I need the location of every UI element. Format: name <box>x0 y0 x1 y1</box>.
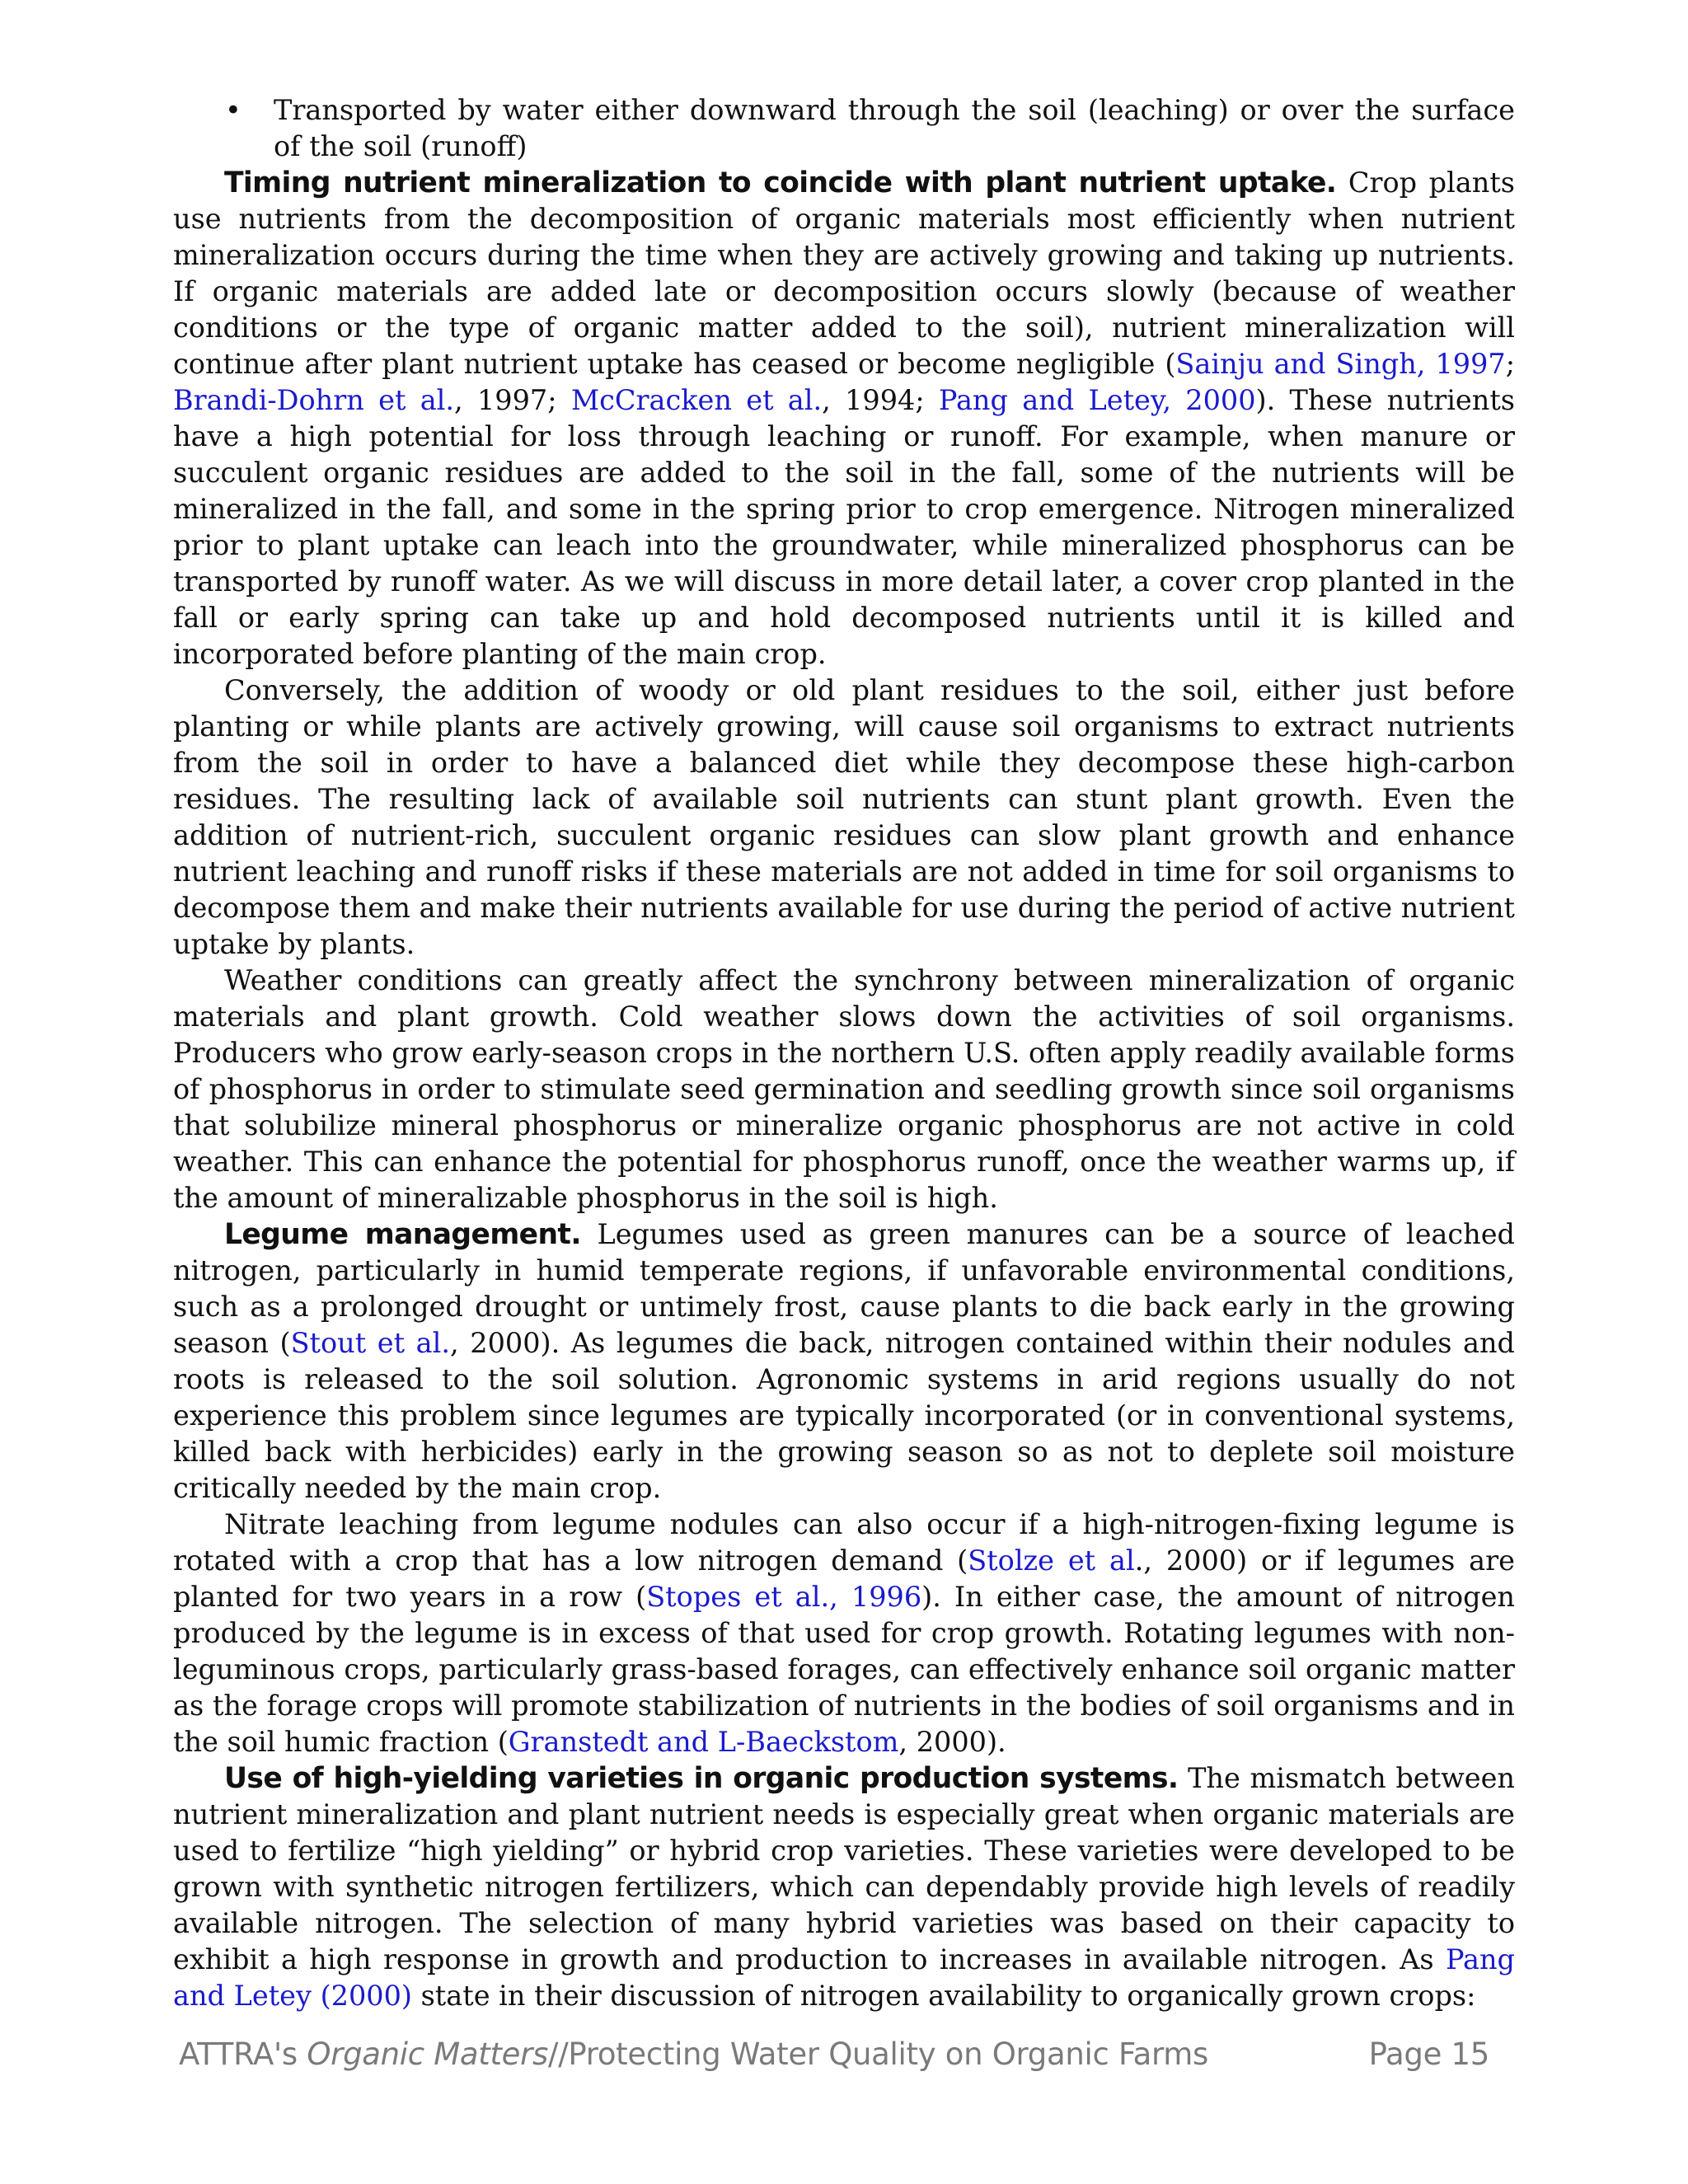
paragraph-text: ; <box>1505 348 1515 380</box>
citation-link[interactable]: Stout et al. <box>290 1327 451 1359</box>
paragraph-text: ). These nutrients have a high potential for loss through leaching or runoff. For example, when manure or succulent organic residues are added to the soil in the fall, some of the nutrients will be mineralized in the fall, and some in the spring prior to crop emergence. Nitrogen mineralized prior to plant uptake can leach into the groundwater, while mineralized phosphorus can be transported by runoff water. As we will discuss in more detail later, a cover crop planted in the fall or early spring can take up and hold decomposed nutrients until it is killed and incorporated before planting of the main crop. <box>173 384 1515 670</box>
footer-suffix: //Protecting Water Quality on Organic Farms <box>548 2036 1208 2072</box>
citation-link[interactable]: Pang and Letey, 2000 <box>938 384 1256 416</box>
paragraph-text: , 2000). <box>898 1726 1006 1758</box>
footer-prefix: ATTRA's <box>179 2036 307 2072</box>
citation-link[interactable]: Stopes et al., 1996 <box>646 1581 922 1613</box>
citation-link[interactable]: Stolze et al <box>968 1544 1135 1577</box>
section-heading-legume: Legume management. <box>224 1218 581 1251</box>
paragraph-nitrate <box>173 1507 1515 1760</box>
paragraph-text: Nitrate leaching from legume nodules can also occur if a high-nitrogen-fixing legume is rotated with a crop that has a low nitrogen demand ( <box>173 1508 1515 1577</box>
paragraph-text: , 2000). As legumes die back, nitrogen contained within their nodules and roots is released to the soil solution. Agronomic systems in arid regions usually do not experience this problem since legumes are typically incorporated (or in conventional systems, killed back with herbicides) early in the growing season so as not to deplete soil moisture critically needed by the main crop. <box>173 1327 1515 1504</box>
section-heading-timing: Timing nutrient mineralization to coincide with plant nutrient uptake. <box>224 166 1337 199</box>
paragraph-legume <box>173 1216 1515 1507</box>
footer-publication-title <box>179 2036 1208 2072</box>
paragraph-text: , 1994; <box>822 384 939 416</box>
paragraph-text: , 1997; <box>454 384 571 416</box>
paragraph-high-yield <box>173 1760 1515 2014</box>
paragraph-timing <box>173 165 1515 673</box>
paragraph-text: ., 2000) or if legumes are planted for two years in a row ( <box>173 1544 1515 1613</box>
section-heading-high-yield: Use of high-yielding varieties in organic production systems. <box>224 1762 1179 1795</box>
paragraph-text: Legumes used as green manures can be a source of leached nitrogen, particularly in humid temperate regions, if unfavorable environmental conditions, such as a prolonged drought or untimely frost, cause plants to die back early in the growing season ( <box>173 1218 1516 1359</box>
bullet-text: Transported by water either downward through the soil (leaching) or over the surface of the soil (runoff) <box>274 94 1515 162</box>
bullet-symbol: • <box>225 94 241 126</box>
page-number: Page 15 <box>1368 2036 1489 2072</box>
paragraph-text: The mismatch between nutrient mineralization and plant nutrient needs is especially great when organic materials are used to fertilize “high yielding” or hybrid crop varieties. These varieties were developed to be grown with synthetic nitrogen fertilizers, which can dependably provide high levels of readily available nitrogen. The selection of many hybrid varieties was based on their capacity to exhibit a high response in growth and production to increases in available nitrogen. As <box>173 1762 1515 1975</box>
paragraph-text: state in their discussion of nitrogen availability to organically grown crops: <box>411 1980 1476 2012</box>
paragraph-text: ). In either case, the amount of nitrogen produced by the legume is in excess of that used for crop growth. Rotating legumes with non-leguminous crops, particularly grass-based forages, can effectively enhance soil organic matter as the forage crops will promote stabilization of nutrients in the bodies of soil organisms and in the soil humic fraction ( <box>173 1581 1515 1758</box>
document-body <box>173 92 1515 2014</box>
citation-link[interactable]: Granstedt and L-Baeckstom <box>508 1726 899 1758</box>
paragraph-conversely: Conversely, the addition of woody or old plant residues to the soil, either just before planting or while plants are actively growing, will cause soil organisms to extract nutrients from the soil in order to have a balanced diet while they decompose these high-carbon residues. The resulting lack of available soil nutrients can stunt plant growth. Even the addition of nutrient-rich, succulent organic residues can slow plant growth and enhance nutrient leaching and runoff risks if these materials are not added in time for soil organisms to decompose them and make their nutrients available for use during the period of active nutrient uptake by plants. <box>173 674 1515 960</box>
citation-link[interactable]: McCracken et al. <box>570 384 823 416</box>
footer-title-italic: Organic Matters <box>307 2036 549 2072</box>
citation-link[interactable]: Sainju and Singh, 1997 <box>1175 348 1506 380</box>
bullet-item <box>173 92 1515 165</box>
paragraph-text: Crop plants use nutrients from the decomposition of organic materials most efficiently when nutrient mineralization occurs during the time when they are actively growing and taking up nutrients. If organic materials are added late or decomposition occurs slowly (because of weather conditions or the type of organic matter added to the soil), nutrient mineralization will continue after plant nutrient uptake has ceased or become negligible ( <box>173 166 1515 380</box>
citation-link[interactable]: Pang and Letey (2000) <box>173 1943 1515 2012</box>
paragraph-weather: Weather conditions can greatly affect the synchrony between mineralization of organic materials and plant growth. Cold weather slows down the activities of soil organisms. Producers who grow early-season crops in the northern U.S. often apply readily available forms of phosphorus in order to stimulate seed germination and seedling growth since soil organisms that solubilize mineral phosphorus or mineralize organic phosphorus are not active in cold weather. This can enhance the potential for phosphorus runoff, once the weather warms up, if the amount of mineralizable phosphorus in the soil is high. <box>173 964 1515 1214</box>
citation-link[interactable]: Brandi-Dohrn et al. <box>173 384 455 416</box>
